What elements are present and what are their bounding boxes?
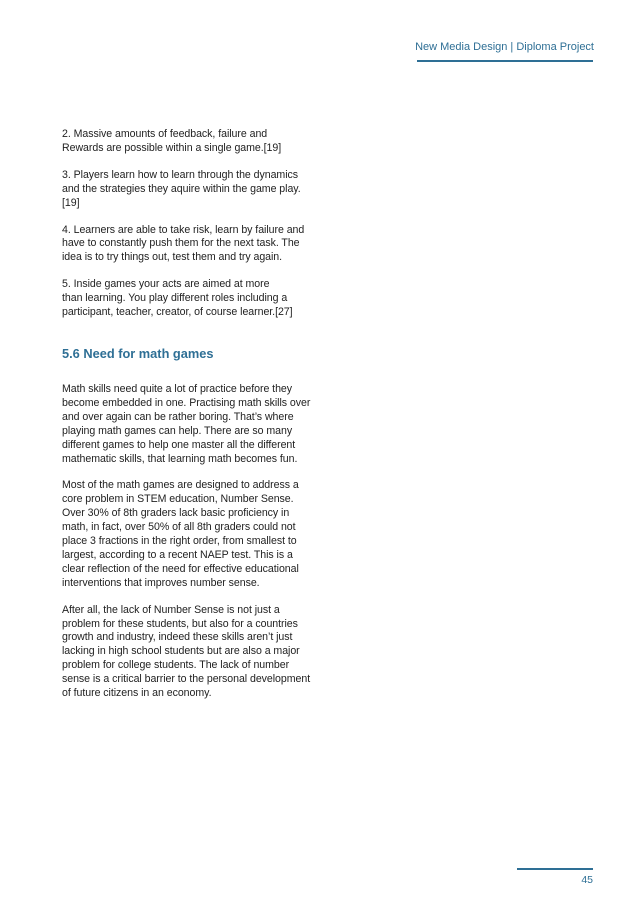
section-heading: 5.6 Need for math games	[62, 345, 214, 361]
list-paragraph: 4. Learners are able to take risk, learn by failure and have to constantly push them for the next task. The idea is to try things out, test them and try again.	[62, 223, 305, 264]
body-paragraph: After all, the lack of Number Sense is not just a problem for these students, but also for a countries growth and industry, indeed these skills aren’t just lacking in high school students but are also a major problem for college students. The lack of number sense is a critical barrier to the personal development of future citizens in an economy.	[62, 603, 311, 700]
text-column	[62, 128, 322, 714]
list-paragraph: 5. Inside games your acts are aimed at more than learning. You play different roles including a participant, teacher, creator, of course learner.[27]	[62, 278, 293, 319]
list-paragraph: 2. Massive amounts of feedback, failure and Rewards are possible within a single game.[19]	[62, 128, 282, 154]
footer-divider	[517, 868, 593, 870]
body-paragraph: Most of the math games are designed to address a core problem in STEM education, Number Sense. Over 30% of 8th graders lack basic proficiency in math, in fact, over 50% of all 8th graders could not place 3 fractions in the right order, from smallest to largest, according to a recent NAEP test. This is a clear reflection of the need for effective educational interventions that improves number sense.	[62, 479, 299, 589]
list-paragraph: 3. Players learn how to learn through the dynamics and the strategies they aquire within the game play. [19]	[62, 168, 301, 209]
body-paragraph: Math skills need quite a lot of practice before they become embedded in one. Practising math skills over and over again can be rather boring. That’s where playing math games can help. There are so many different games to help one master all the different mathematic skills, that learning math becomes fun.	[62, 382, 311, 465]
running-header: New Media Design | Diploma Project	[415, 41, 594, 53]
header-divider	[417, 60, 593, 62]
page-number: 45	[581, 874, 593, 886]
